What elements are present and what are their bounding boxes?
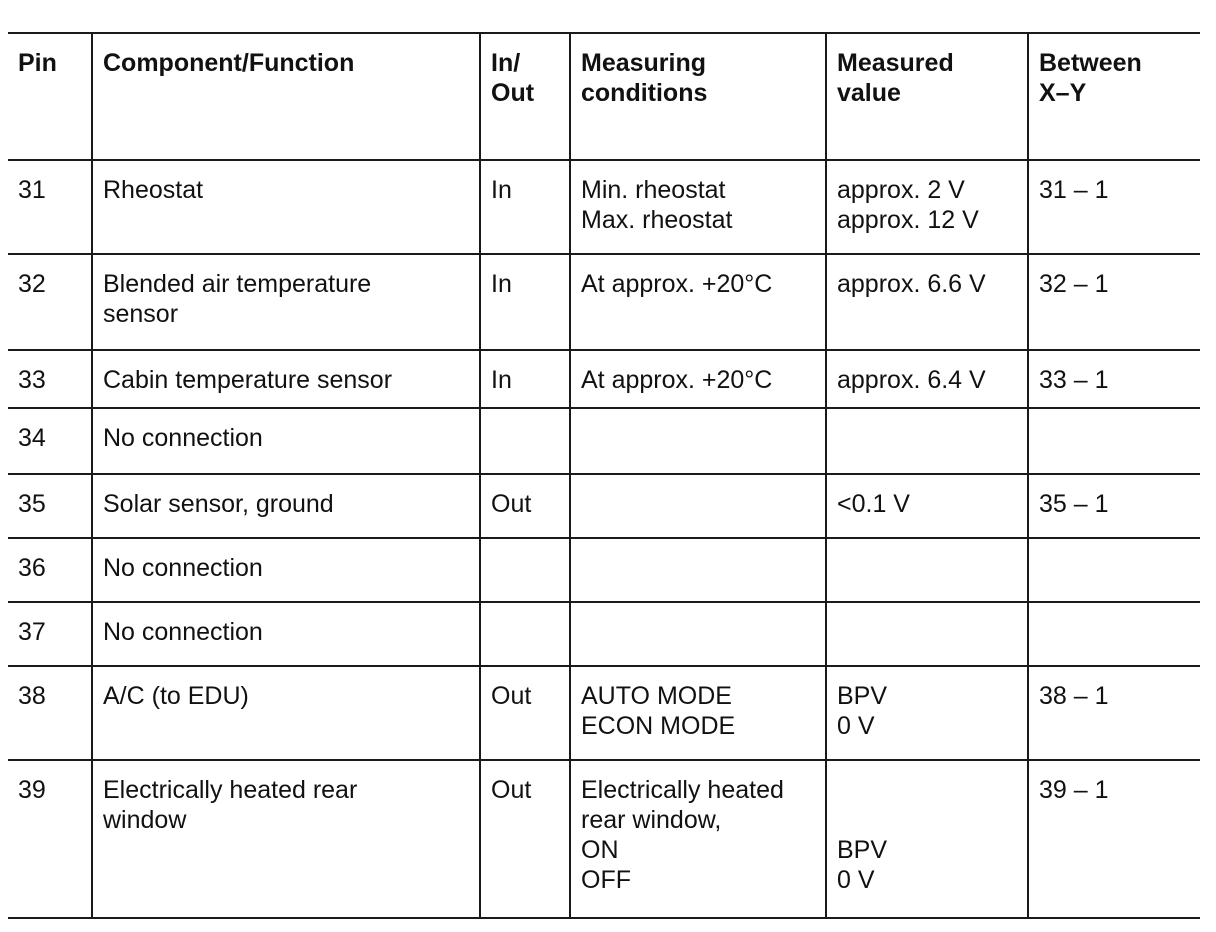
cell-text: approx. 2 V <box>837 176 965 204</box>
cell-text: Electrically heated <box>581 776 784 804</box>
cell-text: 32 <box>18 270 46 298</box>
cell-text: In <box>491 176 512 204</box>
between-xy-cell <box>1028 760 1200 918</box>
measured-value-cell <box>826 760 1028 918</box>
cell-text: approx. 6.6 V <box>837 270 986 298</box>
component-cell <box>92 666 480 760</box>
cell-text: sensor <box>103 300 179 328</box>
in-out-cell <box>480 160 570 254</box>
measured-value-cell <box>826 602 1028 666</box>
cell-text: 33 – 1 <box>1039 366 1109 394</box>
header-between-xy: Between X–Y <box>1028 33 1200 160</box>
cell-text: No connection <box>103 554 263 582</box>
pin-cell <box>8 538 92 602</box>
cell-text: window <box>103 806 187 834</box>
cell-text: rear window, <box>581 806 722 834</box>
cell-text: Max. rheostat <box>581 206 733 234</box>
pin-cell <box>8 254 92 350</box>
cell-text <box>837 805 1017 835</box>
measuring-conditions-cell <box>570 666 826 760</box>
header-measured-value: Measured value <box>826 33 1028 160</box>
in-out-cell <box>480 760 570 918</box>
pin-cell <box>8 474 92 538</box>
component-cell <box>92 350 480 408</box>
measuring-conditions-cell <box>570 350 826 408</box>
measured-value-cell <box>826 350 1028 408</box>
table-row <box>8 408 1200 474</box>
cell-text: At approx. +20°C <box>581 270 773 298</box>
cell-text: Rheostat <box>103 176 204 204</box>
pin-cell <box>8 666 92 760</box>
in-out-cell <box>480 602 570 666</box>
between-xy-cell <box>1028 666 1200 760</box>
between-xy-cell <box>1028 254 1200 350</box>
cell-text: approx. 12 V <box>837 206 979 234</box>
cell-text: BPV <box>837 836 888 864</box>
cell-text: ECON MODE <box>581 712 736 740</box>
cell-text: Blended air temperature <box>103 270 372 298</box>
cell-text: 35 – 1 <box>1039 490 1109 518</box>
cell-text: No connection <box>103 424 263 452</box>
between-xy-cell <box>1028 602 1200 666</box>
cell-text: 38 <box>18 682 46 710</box>
table-row <box>8 760 1200 918</box>
table-row <box>8 254 1200 350</box>
cell-text <box>837 775 1017 805</box>
cell-text: 39 <box>18 776 46 804</box>
cell-text: 0 V <box>837 866 875 894</box>
cell-text: 31 – 1 <box>1039 176 1109 204</box>
cell-text: Electrically heated rear <box>103 776 358 804</box>
in-out-cell <box>480 350 570 408</box>
in-out-cell <box>480 254 570 350</box>
cell-text: Min. rheostat <box>581 176 726 204</box>
component-cell <box>92 474 480 538</box>
cell-text: 33 <box>18 366 46 394</box>
pin-cell <box>8 350 92 408</box>
header-in-out: In/ Out <box>480 33 570 160</box>
cell-text: 35 <box>18 490 46 518</box>
cell-text: 39 – 1 <box>1039 776 1109 804</box>
pin-cell <box>8 160 92 254</box>
between-xy-cell <box>1028 474 1200 538</box>
cell-text: 32 – 1 <box>1039 270 1109 298</box>
pin-measurement-table <box>8 32 1200 919</box>
cell-text: 38 – 1 <box>1039 682 1109 710</box>
measuring-conditions-cell <box>570 474 826 538</box>
measuring-conditions-cell <box>570 602 826 666</box>
between-xy-cell <box>1028 350 1200 408</box>
component-cell <box>92 760 480 918</box>
table-row <box>8 160 1200 254</box>
cell-text: BPV <box>837 682 888 710</box>
cell-text: Solar sensor, ground <box>103 490 334 518</box>
measured-value-cell <box>826 254 1028 350</box>
cell-text: OFF <box>581 866 631 894</box>
measured-value-cell <box>826 666 1028 760</box>
header-row <box>8 33 1200 160</box>
cell-text: A/C (to EDU) <box>103 682 249 710</box>
between-xy-cell <box>1028 160 1200 254</box>
measuring-conditions-cell <box>570 254 826 350</box>
table-body <box>8 160 1200 918</box>
table-row <box>8 350 1200 408</box>
cell-text: Out <box>491 490 532 518</box>
component-cell <box>92 254 480 350</box>
cell-text: <0.1 V <box>837 490 910 518</box>
cell-text: Out <box>491 776 532 804</box>
header-measuring-conditions: Measuring conditions <box>570 33 826 160</box>
component-cell <box>92 538 480 602</box>
measured-value-cell <box>826 408 1028 474</box>
cell-text: 31 <box>18 176 46 204</box>
table-row <box>8 474 1200 538</box>
cell-text: Out <box>491 682 532 710</box>
cell-text: In <box>491 270 512 298</box>
cell-text: 0 V <box>837 712 875 740</box>
pin-cell <box>8 408 92 474</box>
cell-text: 34 <box>18 424 46 452</box>
cell-text: 36 <box>18 554 46 582</box>
in-out-cell <box>480 666 570 760</box>
cell-text: In <box>491 366 512 394</box>
cell-text: 37 <box>18 618 46 646</box>
component-cell <box>92 408 480 474</box>
measured-value-cell <box>826 160 1028 254</box>
header-component: Component/Function <box>92 33 480 160</box>
table-row <box>8 602 1200 666</box>
component-cell <box>92 160 480 254</box>
pin-cell <box>8 602 92 666</box>
header-pin: Pin <box>8 33 92 160</box>
in-out-cell <box>480 408 570 474</box>
pin-cell <box>8 760 92 918</box>
in-out-cell <box>480 538 570 602</box>
measuring-conditions-cell <box>570 538 826 602</box>
measuring-conditions-cell <box>570 160 826 254</box>
cell-text: ON <box>581 836 619 864</box>
cell-text: No connection <box>103 618 263 646</box>
component-cell <box>92 602 480 666</box>
between-xy-cell <box>1028 538 1200 602</box>
cell-text: approx. 6.4 V <box>837 366 986 394</box>
measured-value-cell <box>826 538 1028 602</box>
cell-text: Cabin temperature sensor <box>103 366 393 394</box>
in-out-cell <box>480 474 570 538</box>
cell-text: At approx. +20°C <box>581 366 773 394</box>
cell-text: AUTO MODE <box>581 682 732 710</box>
between-xy-cell <box>1028 408 1200 474</box>
measuring-conditions-cell <box>570 408 826 474</box>
table-row <box>8 666 1200 760</box>
table-row <box>8 538 1200 602</box>
measuring-conditions-cell <box>570 760 826 918</box>
measured-value-cell <box>826 474 1028 538</box>
